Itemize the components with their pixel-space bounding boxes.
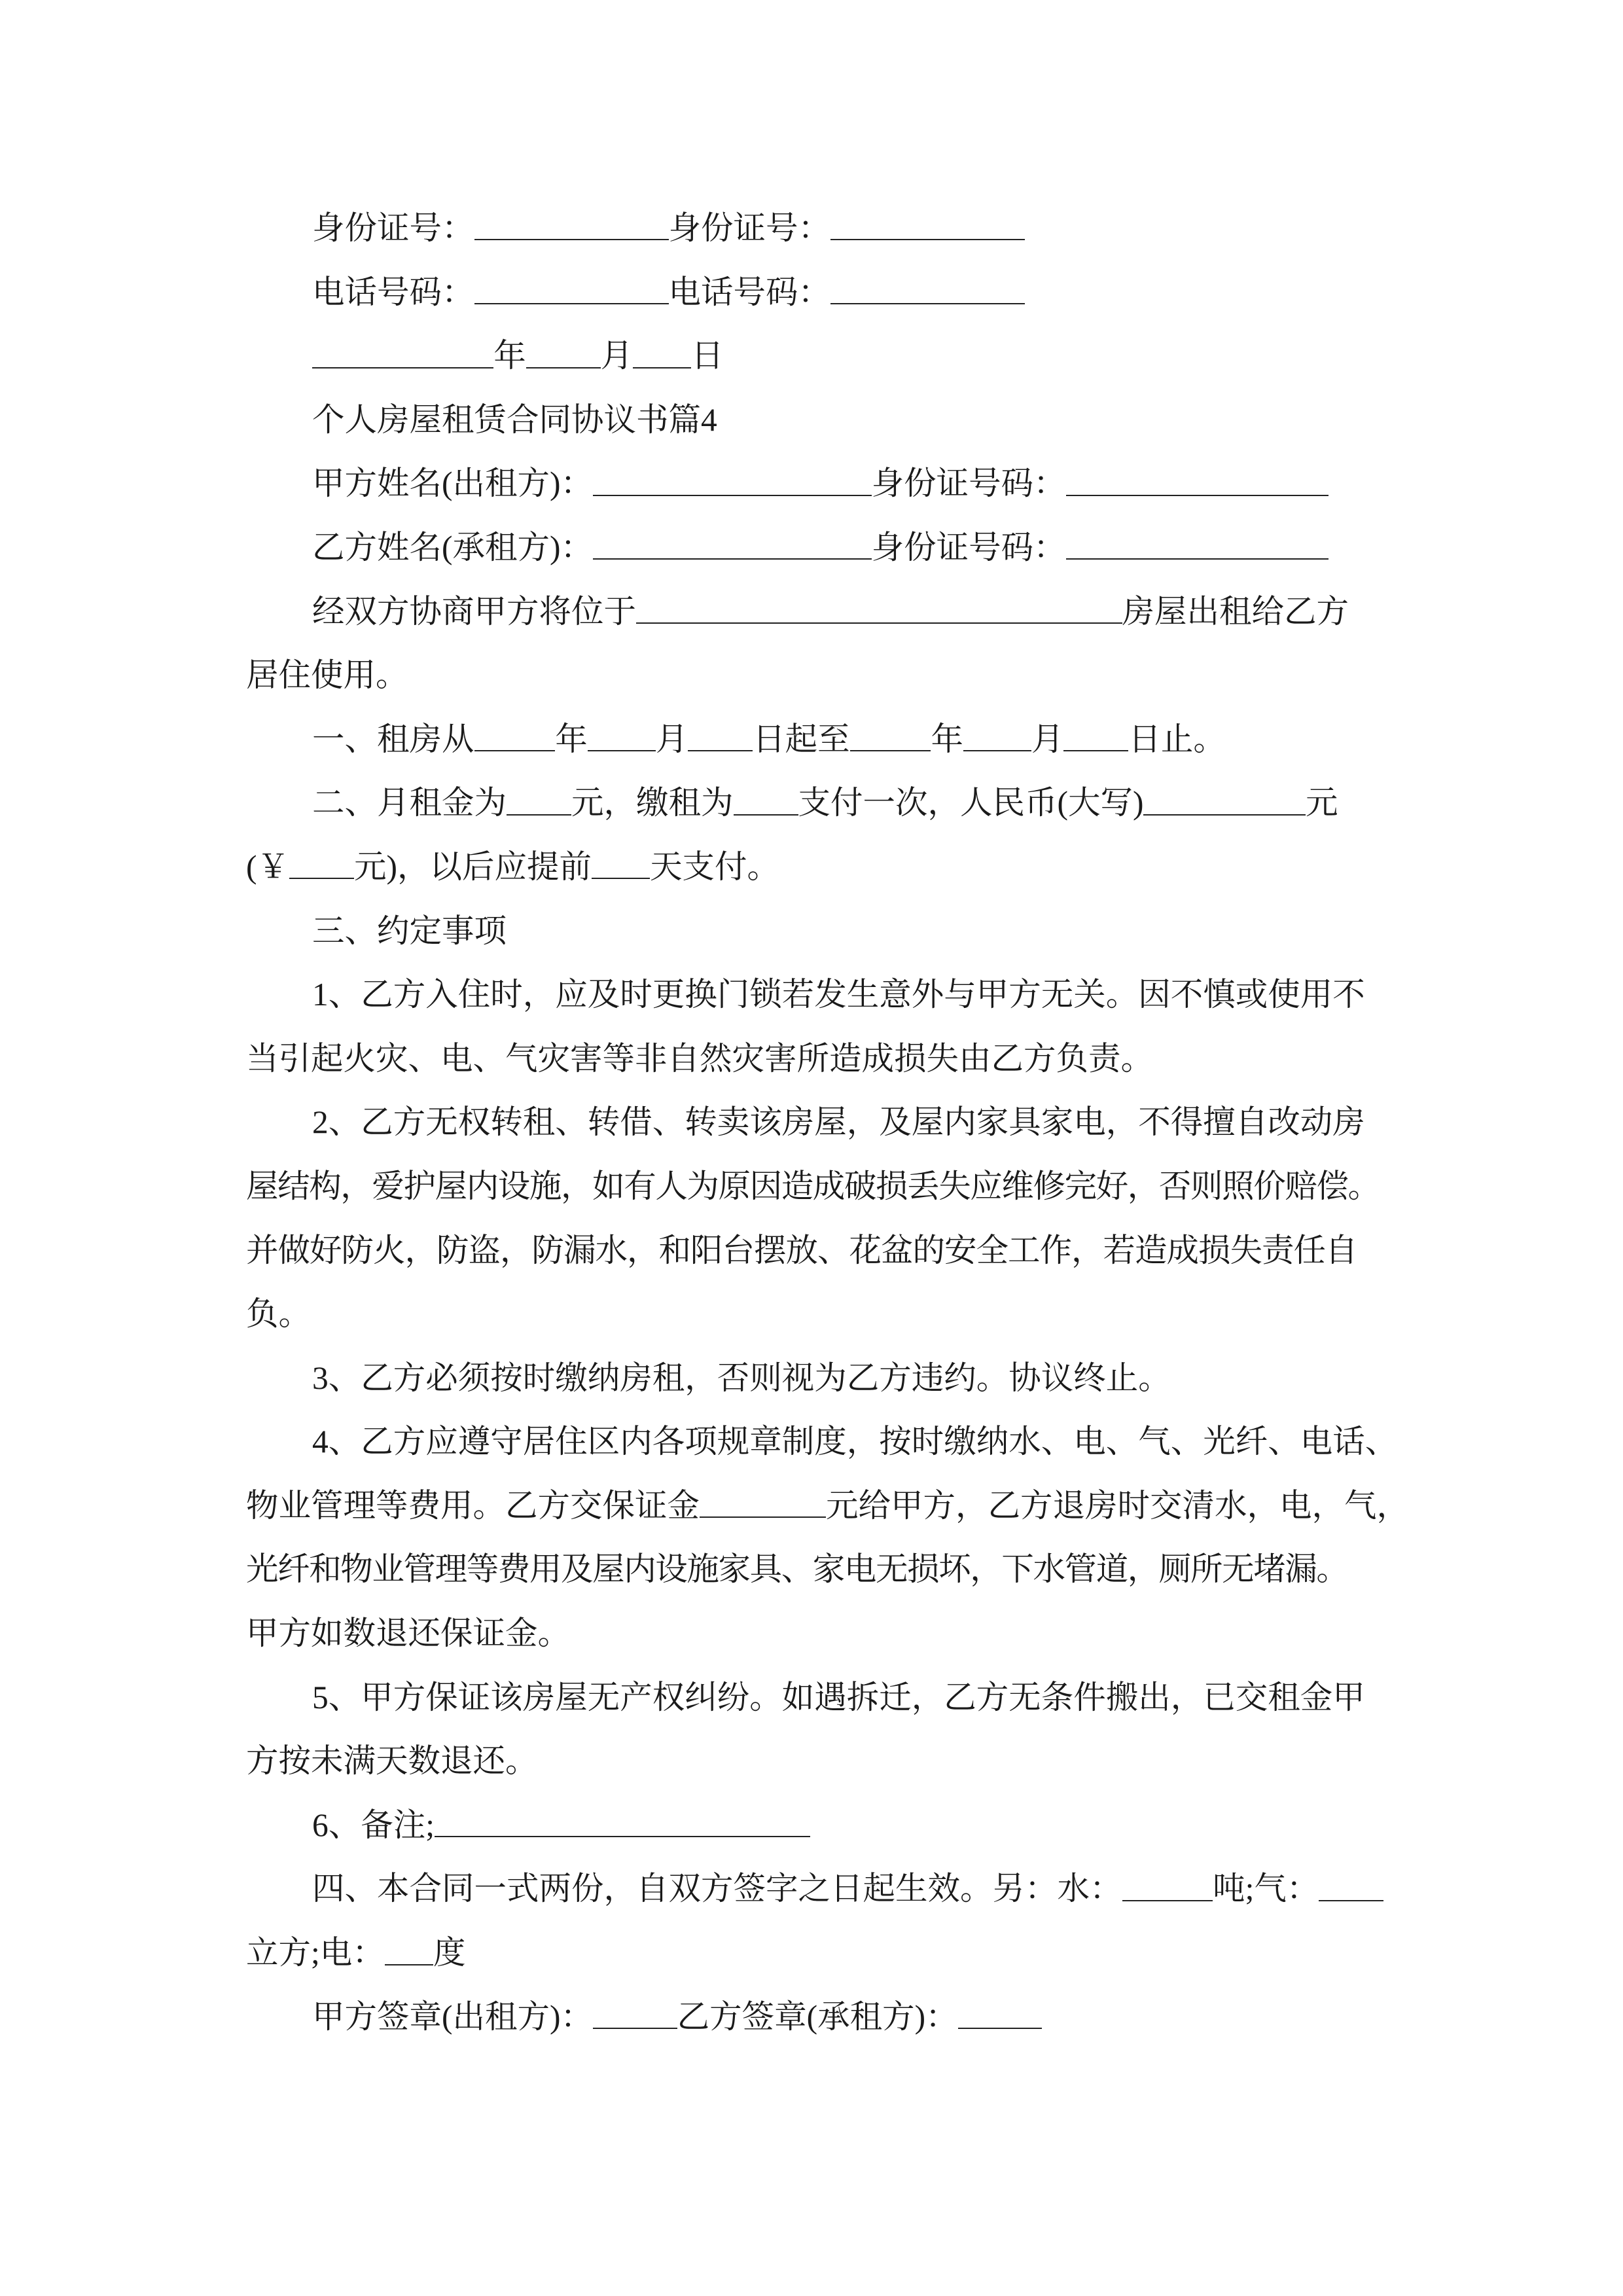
text: 度: [433, 1935, 466, 1971]
text: 年: [555, 721, 588, 757]
blank: [1066, 464, 1329, 496]
signature-blank-b: [958, 1997, 1043, 2029]
paragraph-line: 方按未满天数退还。: [246, 1743, 538, 1780]
blank: [526, 336, 601, 368]
label: 身份证号：: [312, 210, 474, 246]
blank: [588, 719, 656, 751]
line-signatures: [246, 1985, 1385, 2049]
blank: [633, 336, 691, 368]
paragraph-line: 4、乙方应遵守居住区内各项规章制度，按时缴纳水、电、气、光纤、电话、: [312, 1424, 1398, 1460]
blank: [700, 1486, 826, 1518]
paragraph-line: 当引起火灾、电、气灾害等非自然灾害所造成损失由乙方负责。: [246, 1040, 1153, 1077]
blank: [289, 847, 354, 879]
label: 身份证号：: [668, 210, 830, 246]
line-location: [246, 580, 1385, 644]
blank: [474, 208, 669, 240]
blank: [830, 272, 1025, 304]
blank: [592, 847, 650, 879]
line-party-a: [246, 452, 1385, 516]
blank: [636, 592, 1122, 624]
line-utilities: [246, 1857, 1385, 1921]
label: 电话号码：: [312, 274, 474, 310]
label: 电话号码：: [668, 274, 830, 310]
line-rent-cont: [246, 835, 1385, 899]
blank: [734, 783, 798, 816]
paragraph-line: 居住使用。: [246, 657, 408, 694]
paragraph-line: 负。: [246, 1296, 311, 1333]
text: 月: [1031, 721, 1064, 757]
label: 身份证号码：: [871, 529, 1066, 565]
section-heading: 三、约定事项: [312, 912, 507, 949]
paragraph-line: 并做好防火，防盗，防漏水，和阳台摆放、花盆的安全工作，若造成损失责任自: [246, 1232, 1357, 1268]
contract-document: [246, 196, 1410, 2049]
text: 吨;气：: [1213, 1871, 1319, 1907]
paragraph-line: 3、乙方必须按时缴纳房租，否则视为乙方违约。协议终止。: [312, 1359, 1171, 1396]
text: 房屋出租给乙方: [1122, 593, 1349, 630]
blank: [593, 464, 872, 496]
blank: [474, 272, 669, 304]
blank: [385, 1933, 433, 1965]
label: 甲方姓名(出租方)：: [312, 465, 593, 502]
text: 天支付。: [650, 848, 780, 885]
section-title: 个人房屋租赁合同协议书篇4: [312, 401, 717, 438]
blank: [507, 783, 571, 816]
blank: [1143, 783, 1306, 816]
blank: [1066, 528, 1329, 560]
text: 6、备注;: [312, 1806, 435, 1843]
text: 四、本合同一式两份，自双方签字之日起生效。另：水：: [312, 1871, 1122, 1907]
text: 一、租房从: [312, 721, 474, 757]
text: 日止。: [1128, 721, 1226, 757]
text: 年: [493, 338, 526, 374]
blank: [1319, 1869, 1383, 1901]
text: 日起至: [753, 721, 850, 757]
label: 甲方签章(出租方)：: [312, 1998, 593, 2035]
text: 元)，以后应提前: [353, 848, 592, 885]
text: 经双方协商甲方将位于: [312, 593, 636, 630]
blank: [474, 719, 556, 751]
label: 乙方签章(承租方)：: [677, 1998, 958, 2035]
label: 乙方姓名(承租方)：: [312, 529, 593, 565]
text: 立方;电：: [246, 1935, 385, 1971]
line-party-b: [246, 516, 1385, 580]
line-term: [246, 708, 1385, 772]
paragraph-line: 光纤和物业管理等费用及屋内设施家具、家电无损坏，下水管道，厕所无堵漏。: [246, 1551, 1348, 1588]
blank: [1063, 719, 1128, 751]
paragraph-line: 5、甲方保证该房屋无产权纠纷。如遇拆迁，乙方无条件搬出，已交租金甲: [312, 1679, 1365, 1715]
text: 元，缴租为: [571, 785, 734, 821]
paragraph-line: 屋结构，爱护屋内设施，如有人为原因造成破损丢失应维修完好，否则照价赔偿。: [246, 1168, 1380, 1204]
blank: [963, 719, 1031, 751]
text: 物业管理等费用。乙方交保证金: [246, 1487, 700, 1524]
line-deposit: [246, 1474, 1410, 1538]
blank: [435, 1805, 810, 1837]
blank: [850, 719, 931, 751]
text: 元给甲方，乙方退房时交清水，电，气，: [826, 1487, 1410, 1524]
blank: [312, 336, 493, 368]
blank: [1122, 1869, 1213, 1901]
blank: [688, 719, 753, 751]
text: 支付一次，人民币(大写): [798, 785, 1144, 821]
blank: [830, 208, 1025, 240]
line-phone-numbers: [246, 260, 1385, 325]
line-utilities-cont: [246, 1921, 1385, 1985]
line-date: [246, 324, 1385, 388]
line-rent: [246, 771, 1385, 835]
text: 年: [931, 721, 963, 757]
text: 元: [1305, 785, 1338, 821]
paragraph-line: 1、乙方入住时，应及时更换门锁若发生意外与甲方无关。因不慎或使用不: [312, 977, 1365, 1013]
text: 二、月租金为: [312, 785, 507, 821]
line-id-numbers: [246, 196, 1385, 260]
line-remarks: [246, 1793, 1385, 1857]
text: 日: [691, 338, 724, 374]
paragraph-line: 2、乙方无权转租、转借、转卖该房屋，及屋内家具家电，不得擅自改动房: [312, 1104, 1365, 1141]
signature-blank-a: [593, 1997, 677, 2029]
text: (￥: [246, 848, 289, 885]
text: 月: [600, 338, 633, 374]
blank: [593, 528, 872, 560]
text: 月: [655, 721, 688, 757]
paragraph-line: 甲方如数退还保证金。: [246, 1615, 570, 1652]
label: 身份证号码：: [871, 465, 1066, 502]
